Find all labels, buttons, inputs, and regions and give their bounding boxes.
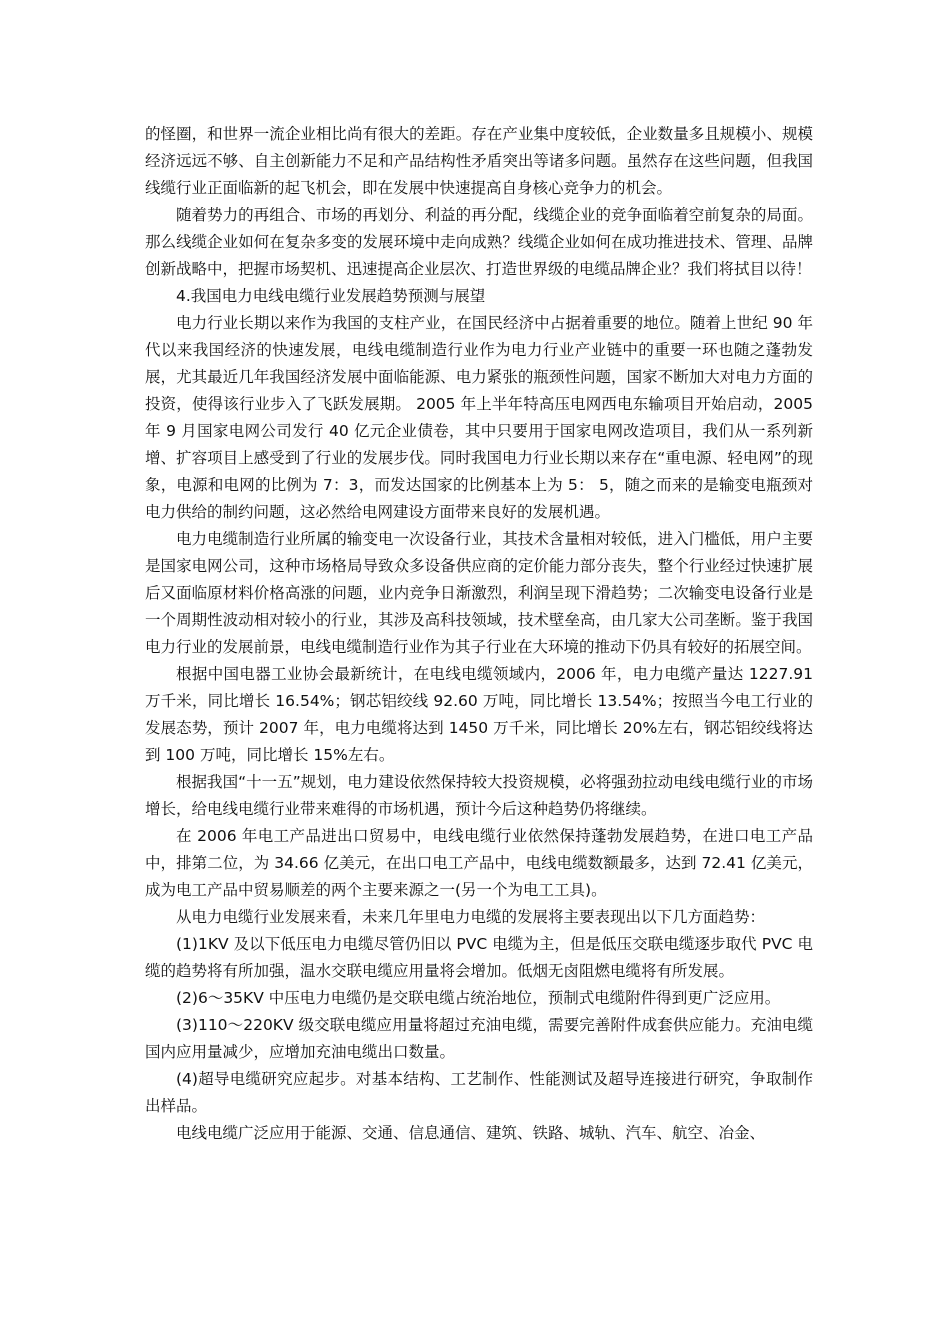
paragraph-five-year-plan: 根据我国“十一五”规划，电力建设依然保持较大投资规模，必将强劲拉动电线电缆行业的市场增长，给电线电缆行业带来难得的市场机遇，预计今后这种趋势仍将继续。 (145, 773, 813, 818)
paragraph-continuation: 的怪圈，和世界一流企业相比尚有很大的差距。存在产业集中度较低，企业数量多且规模小、规模经济远远不够、自主创新能力不足和产品结构性矛盾突出等诸多问题。虽然存在这些问题，但我国线缆行业正面临新的起飞机会，即在发展中快速提高自身核心竞争力的机会。 (145, 125, 813, 197)
list-item-trend-3: (3)110～220KV 级交联电缆应用量将超过充油电缆，需要完善附件成套供应能力。充油电缆国内应用量减少，应增加充油电缆出口数量。 (145, 1016, 813, 1061)
section-heading-4: 4.我国电力电线电缆行业发展趋势预测与展望 (176, 287, 486, 305)
list-item-trend-2: (2)6～35KV 中压电力电缆仍是交联电缆占统治地位，预制式电缆附件得到更广泛应用。 (176, 989, 781, 1007)
list-item-trend-4: (4)超导电缆研究应起步。对基本结构、工艺制作、性能测试及超导连接进行研究，争取制作出样品。 (145, 1070, 813, 1115)
document-page (145, 121, 813, 1147)
paragraph-competition: 随着势力的再组合、市场的再划分、利益的再分配，线缆企业的竞争面临着空前复杂的局面。那么线缆企业如何在复杂多变的发展环境中走向成熟？线缆企业如何在成功推进技术、管理、品牌创新战略中，把握市场契机、迅速提高企业层次、打造世界级的电缆品牌企业？我们将拭目以待！ (145, 206, 813, 278)
list-item-trend-1: (1)1KV 及以下低压电力电缆尽管仍旧以 PVC 电缆为主，但是低压交联电缆逐步取代 PVC 电缆的趋势将有所加强，温水交联电缆应用量将会增加。低烟无卤阻燃电缆将有所发展。 (145, 935, 813, 980)
paragraph-industry-overview: 电力行业长期以来作为我国的支柱产业，在国民经济中占据着重要的地位。随着上世纪 90 年代以来我国经济的快速发展，电线电缆制造行业作为电力行业产业链中的重要一环也随之蓬勃发展，尤其最近几年我国经济发展中面临能源、电力紧张的瓶颈性问题，国家不断加大对电力方面的投资，使得该行业步入了飞跃发展期。 2005 年上半年特高压电网西电东输项目开始启动，2005 年 9 月国家电网公司发行 40 亿元企业债卷，其中只要用于国家电网改造项目，我们从一系列新增、扩容项目上感受到了行业的发展步伐。同时我国电力行业长期以来存在“重电源、轻电网”的现象，电源和电网的比例为 7：3，而发达国家的比例基本上为 5： 5，随之而来的是输变电瓶颈对电力供给的制约问题，这必然给电网建设方面带来良好的发展机遇。 (145, 314, 813, 521)
paragraph-statistics: 根据中国电器工业协会最新统计，在电线电缆领域内，2006 年，电力电缆产量达 1227.91 万千米，同比增长 16.54%；钢芯铝绞线 92.60 万吨，同比增长 13.54%；按照当今电工行业的发展态势，预计 2007 年，电力电缆将达到 1450 万千米，同比增长 20%左右，钢芯铝绞线将达到 100 万吨，同比增长 15%左右。 (145, 665, 813, 764)
paragraph-applications: 电线电缆广泛应用于能源、交通、信息通信、建筑、铁路、城轨、汽车、航空、冶金、 (176, 1124, 766, 1142)
paragraph-trends-intro: 从电力电缆行业发展来看，未来几年里电力电缆的发展将主要表现出以下几方面趋势： (176, 908, 766, 926)
paragraph-trade: 在 2006 年电工产品进出口贸易中，电线电缆行业依然保持蓬勃发展趋势，在进口电工产品中，排第二位，为 34.66 亿美元，在出口电工产品中，电线电缆数额最多，达到 72.41 亿美元，成为电工产品中贸易顺差的两个主要来源之一(另一个为电工工具)。 (145, 827, 813, 899)
paragraph-equipment-sector: 电力电缆制造行业所属的输变电一次设备行业，其技术含量相对较低，进入门槛低，用户主要是国家电网公司，这种市场格局导致众多设备供应商的定价能力部分丧失，整个行业经过快速扩展后又面临原材料价格高涨的问题，业内竞争日渐激烈，利润呈现下滑趋势；二次输变电设备行业是一个周期性波动相对较小的行业，其涉及高科技领域，技术壁垒高，由几家大公司垄断。鉴于我国电力行业的发展前景，电线电缆制造行业作为其子行业在大环境的推动下仍具有较好的拓展空间。 (145, 530, 813, 656)
